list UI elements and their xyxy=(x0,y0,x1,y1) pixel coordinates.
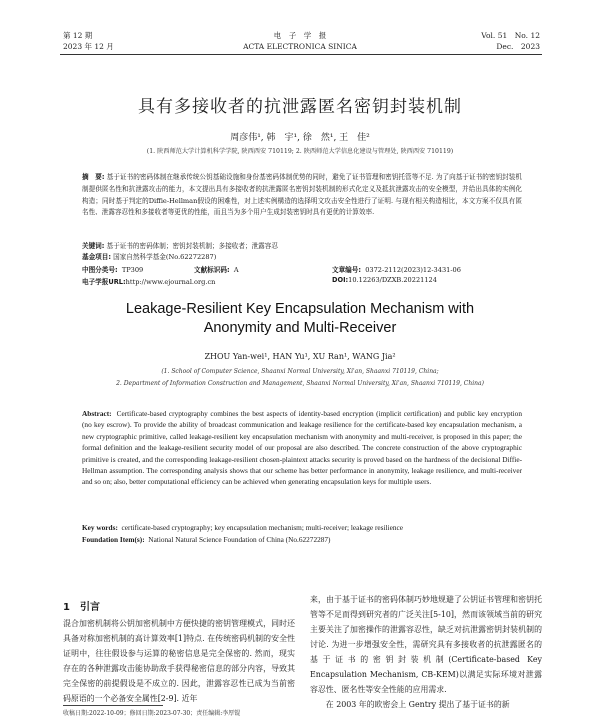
abstract-cn-text: 基于证书的密码体制在继承传统公钥基础设施和身份基密码体制优势的同时，避免了证书管理和密钥托管等不足. 为了向基于证书的密钥封装机制提供匿名性和抗泄露攻击的能力，本文提出具有多接收者的抗泄露匿名密钥封装机制的形式化定义及抵抗泄露攻击的安全模型，并给出具体的实例化构造；同时基于判定的Diffie-Hellman假设的困难性，对上述实例構造的选择明文攻击安全性进行了证明. 与现有相关构造相比，本文方案不仅具有匿名性、泄露容忍性和多接收者等更优的性能，而且当为多个用户生成封装密钥时具有更优的计算效率. xyxy=(82,173,522,217)
fund-en xyxy=(82,534,522,545)
journal-name-cn: 电 子 学 报 xyxy=(273,31,327,40)
body-column-left: 混合加密机制将公钥加密机制中方便快捷的密钥管理模式，同时还具备对称加密机制的高计算效率[1]特点. 在传统密码机制的安全性证明中，往往假设参与运算的秘密信息是完全保密的. 然而，现实存在的各种泄露攻击能协助敌手获得秘密信息的部分内容，导致其完全保密的前提假设是不成立的. 因此，泄露容忍性已成为当前密码原语的一个必备安全属性[2-9]. 近年 xyxy=(63,619,295,703)
keywords-en-text: certificate-based cryptography; key encapsulation mechanism; multi-receiver; leakage resilience xyxy=(121,523,403,532)
article-no-field xyxy=(332,264,461,274)
affiliation-en-2: 2. Department of Information Construction and Management, Shaanxi Normal University, Xi'an, Shaanxi 710119, China) xyxy=(116,380,484,387)
keywords-en xyxy=(82,522,522,533)
section-heading: 1 引言 xyxy=(63,602,100,613)
affiliation-en-1: (1. School of Computer Science, Shaanxi Normal University, Xi'an, Shaanxi 710119, China; xyxy=(161,368,439,375)
body-right-paragraph: 来，由于基于证书的密码体制巧妙地规避了公钥证书管理和密钥托管等不足而得到研究者的广泛关注[5-10]，然而该领域当前的研究主要关注了加密操作的泄露容忍性，缺乏对抗泄露密钥封装机制的讨论. 为进一步增强安全性，需研究具有多接收者的抗泄露匿名的基于证书的密钥封装机制(Certificate-based Key Encapsulation Mechanism, CB-KEM)以满足实际环境对泄露容忍性、匿名性等安全性能的应用需求. xyxy=(310,595,542,694)
header-left xyxy=(63,30,114,52)
authors-en: ZHOU Yan-wei¹, HAN Yu¹, XU Ran¹, WANG Jia² xyxy=(204,352,396,361)
footnote-divider xyxy=(63,705,163,706)
affiliation-cn: (1. 陕西师范大学计算机科学学院, 陕西西安 710119; 2. 陕西师范大学信息化建设与管理处, 陕西西安 710119) xyxy=(146,148,454,155)
title-en xyxy=(40,300,560,338)
journal-name-en: ACTA ELECTRONICA SINICA xyxy=(243,42,357,51)
doi-field xyxy=(332,276,437,284)
title-en-line2: Anonymity and Multi-Receiver xyxy=(203,320,397,336)
article-no-label: 文章编号: xyxy=(332,266,362,274)
issue-number: 第 12 期 xyxy=(63,31,93,40)
abstract-cn-label: 摘 要: xyxy=(82,173,105,181)
abstract-en-label: Abstract: xyxy=(82,409,112,418)
url-field xyxy=(82,276,215,286)
journal-url[interactable]: http://www.ejournal.org.cn xyxy=(125,278,216,286)
keywords-cn-label: 关键词: xyxy=(82,242,105,250)
volume-number: Vol. 51 No. 12 xyxy=(481,31,540,40)
title-en-line1: Leakage-Resilient Key Encapsulation Mechanism with xyxy=(125,301,475,317)
keywords-en-label: Key words: xyxy=(82,523,118,532)
abstract-cn xyxy=(82,172,522,219)
doi-label: DOI: xyxy=(332,276,349,284)
doc-code-value: A xyxy=(233,266,239,274)
doc-code-field xyxy=(194,264,239,274)
fund-en-label: Foundation Item(s): xyxy=(82,535,145,544)
body-column-right xyxy=(310,592,542,712)
header-divider xyxy=(60,54,542,55)
doi-value[interactable]: 10.12263/DZXB.20221124 xyxy=(348,276,437,284)
classification-row xyxy=(82,264,522,275)
keywords-cn xyxy=(82,241,522,252)
authors-cn: 周彦伟¹, 韩 宇¹, 徐 然¹, 王 佳² xyxy=(230,133,370,143)
abstract-en-text: Certificate-based cryptography combines the best aspects of identity-based encryption (implicit certification) and public key encryption (no key escrow). To provide the ability of broadcast communication and leakage resilience for the certificate-based key encapsulation mechanism, a new cryptographic primitive, called leakage-resilient key encapsulation mechanism with anonymity and multi-receiver, is proposed in this paper; the formal definition and the leakage-resilient security model of our proposal are also described. The concrete construction of the above cryptographic primitive is created, and the corresponding leakage-resilient chosen-plaintext attacks security is proved based on the hardness of the decisional Diffie-Hellman assumption. The corresponding analysis shows that our scheme has better performance in anonymity, leakage resilience, and multi-receiver and so on; also, better computational efficiency can be achieved when generating encapsulation keys for multiple users. xyxy=(82,409,522,487)
clc-label: 中图分类号: xyxy=(82,266,118,274)
header-center xyxy=(200,30,400,52)
title-cn: 具有多接收者的抗泄露匿名密钥封装机制 xyxy=(138,97,462,117)
url-label: 电子学报URL: xyxy=(82,278,126,286)
header-right xyxy=(481,30,540,52)
body-right-paragraph-2: 在 2003 年的欧密会上 Gentry 提出了基于证书的新 xyxy=(325,700,510,709)
article-no-value: 0372-2112(2023)12-3431-06 xyxy=(365,266,461,274)
footnote-dates: 收稿日期:2022-10-09；修回日期:2023-07-30；责任编辑:李厚锟 xyxy=(63,710,241,717)
clc-field xyxy=(82,264,143,274)
fund-en-text: National Natural Science Foundation of China (No.62272287) xyxy=(148,535,331,544)
abstract-en xyxy=(82,408,522,488)
issue-date: 2023 年 12 月 xyxy=(63,42,114,51)
url-doi-row xyxy=(82,276,522,287)
doc-code-label: 文献标识码: xyxy=(194,266,230,274)
fund-cn xyxy=(82,252,522,263)
issue-date-en: Dec. 2023 xyxy=(496,42,540,51)
keywords-cn-text: 基于证书的密码体制；密钥封装机制；多接收者；泄露容忍 xyxy=(106,242,278,250)
clc-value: TP309 xyxy=(121,266,144,274)
fund-cn-text: 国家自然科学基金(No.62272287) xyxy=(113,253,217,261)
fund-cn-label: 基金项目: xyxy=(82,253,112,261)
